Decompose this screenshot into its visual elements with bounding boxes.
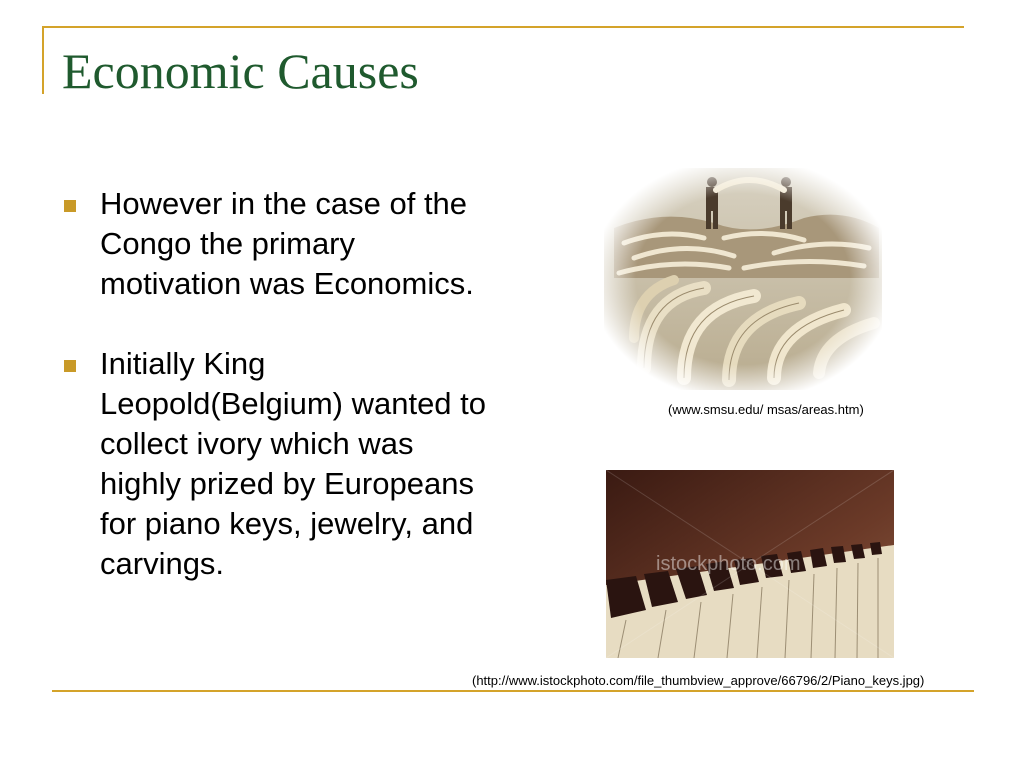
watermark-text: istockphoto.com [656,553,801,575]
piano-keys-photo [606,470,894,658]
square-bullet-icon [64,200,76,212]
ivory-tusks-photo [604,168,882,390]
square-bullet-icon [64,360,76,372]
bullet-text: Initially King Leopold(Belgium) wanted to collect ivory which was highly prized by Europeans for piano keys, jewelry, and carvings. [100,346,487,581]
bullet-item-congo [62,184,502,304]
bullet-text: However in the case of the Congo the primary motivation was Economics. [100,186,474,301]
bottom-border-line [52,690,974,692]
top-border-line [42,26,964,28]
slide-title: Economic Causes [62,43,419,99]
piano-photo-caption: (http://www.istockphoto.com/file_thumbview_approve/66796/2/Piano_keys.jpg) [472,673,925,688]
bullet-item-leopold [62,344,502,584]
left-border-line [42,26,44,94]
bullet-list [62,184,502,624]
ivory-photo-caption: (www.smsu.edu/ msas/areas.htm) [668,402,864,417]
